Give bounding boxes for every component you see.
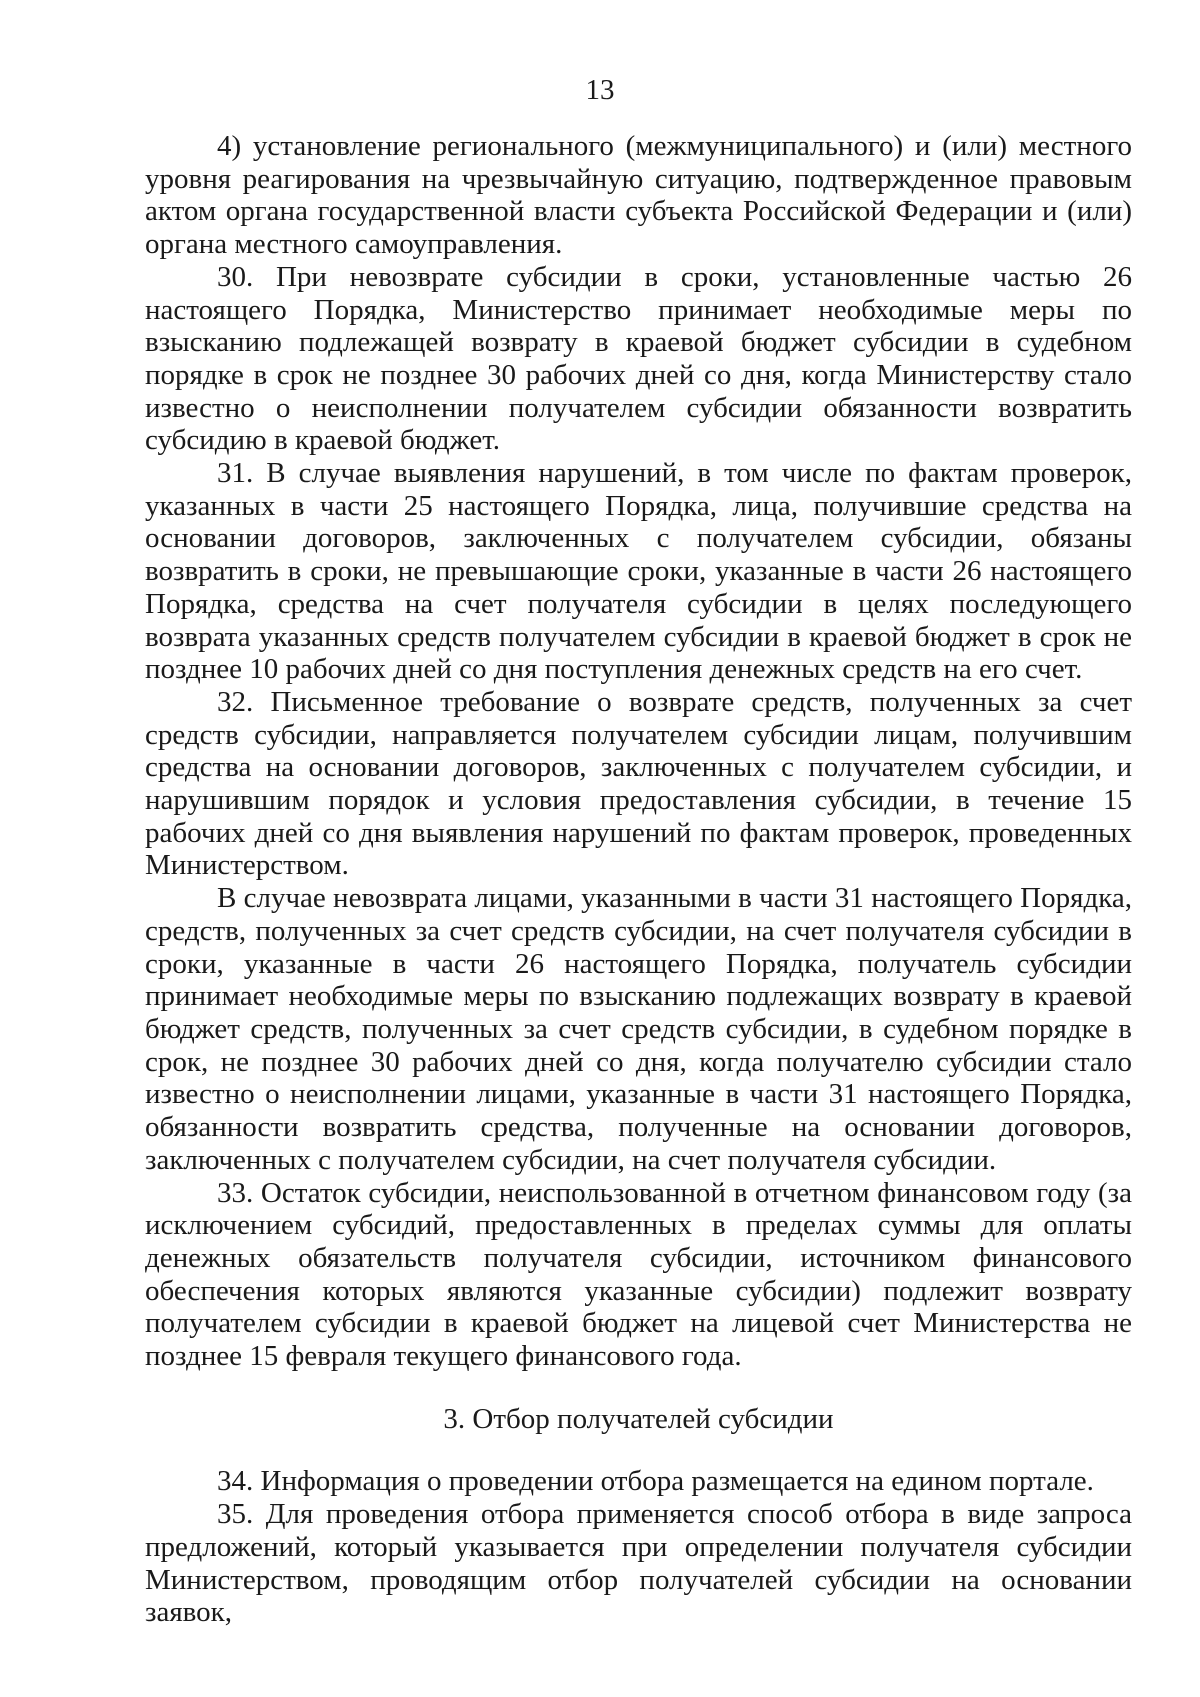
paragraph-30: 30. При невозврате субсидии в сроки, установленные частью 26 настоящего Порядка, Министерство принимает необходимые меры по взысканию подлежащей возврату в краевой бюджет субсидии в судебном порядке в срок не позднее 30 рабочих дней со дня, когда Министерству стало известно о неисполнении получателем субсидии обязанности возвратить субсидию в краевой бюджет. [145, 260, 1132, 457]
section-heading: 3. Отбор получателей субсидии [443, 1402, 834, 1435]
paragraph-32-continued: В случае невозврата лицами, указанными в части 31 настоящего Порядка, средств, полученных за счет средств субсидии, на счет получателя субсидии в сроки, указанные в части 26 настоящего Порядка, получатель субсидии принимает необходимые меры по взысканию подлежащих возврату в краевой бюджет средств, полученных за счет средств субсидии, в судебном порядке в срок, не позднее 30 рабочих дней со дня, когда получателю субсидии стало известно о неисполнении лицами, указанные в части 31 настоящего Порядка, обязанности возвратить средства, полученные на основании договоров, заключенных с получателем субсидии, на счет получателя субсидии. [145, 882, 1132, 1176]
paragraph-32: 32. Письменное требование о возврате средств, полученных за счет средств субсидии, направляется получателем субсидии лицам, получившим средства на основании договоров, заключенных с получателем субсидии, и нарушившим порядок и условия предоставления субсидии, в течение 15 рабочих дней со дня выявления нарушений по фактам проверок, проведенных Министерством. [145, 685, 1132, 882]
paragraph-31: 31. В случае выявления нарушений, в том числе по фактам проверок, указанных в части 25 настоящего Порядка, лица, получившие средства на основании договоров, заключенных с получателем субсидии, обязаны возвратить в сроки, не превышающие сроки, указанные в части 26 настоящего Порядка, средства на счет получателя субсидии в целях последующего возврата указанных средств получателем субсидии в краевой бюджет в срок не позднее 10 рабочих дней со дня поступления денежных средств на его счет. [145, 457, 1132, 686]
paragraph-35: 35. Для проведения отбора применяется способ отбора в виде запроса предложений, который указывается при определении получателя субсидии Министерством, проводящим отбор получателей субсидии на основании заявок, [145, 1498, 1132, 1629]
paragraph-item-4: 4) установление регионального (межмуниципального) и (или) местного уровня реагирования на чрезвычайную ситуацию, подтвержденное правовым актом органа государственной власти субъекта Российской Федерации и (или) органа местного самоуправления. [145, 130, 1132, 261]
paragraph-33: 33. Остаток субсидии, неиспользованной в отчетном финансовом году (за исключением субсидий, предоставленных в пределах суммы для оплаты денежных обязательств получателя субсидии, источником финансового обеспечения которых являются указанные субсидии) подлежит возврату получателем субсидии в краевой бюджет на лицевой счет Министерства не позднее 15 февраля текущего финансового года. [145, 1176, 1132, 1373]
page-number: 13 [585, 74, 615, 106]
document-body [145, 130, 1132, 1629]
paragraph-34: 34. Информация о проведении отбора размещается на едином портале. [217, 1465, 1094, 1498]
